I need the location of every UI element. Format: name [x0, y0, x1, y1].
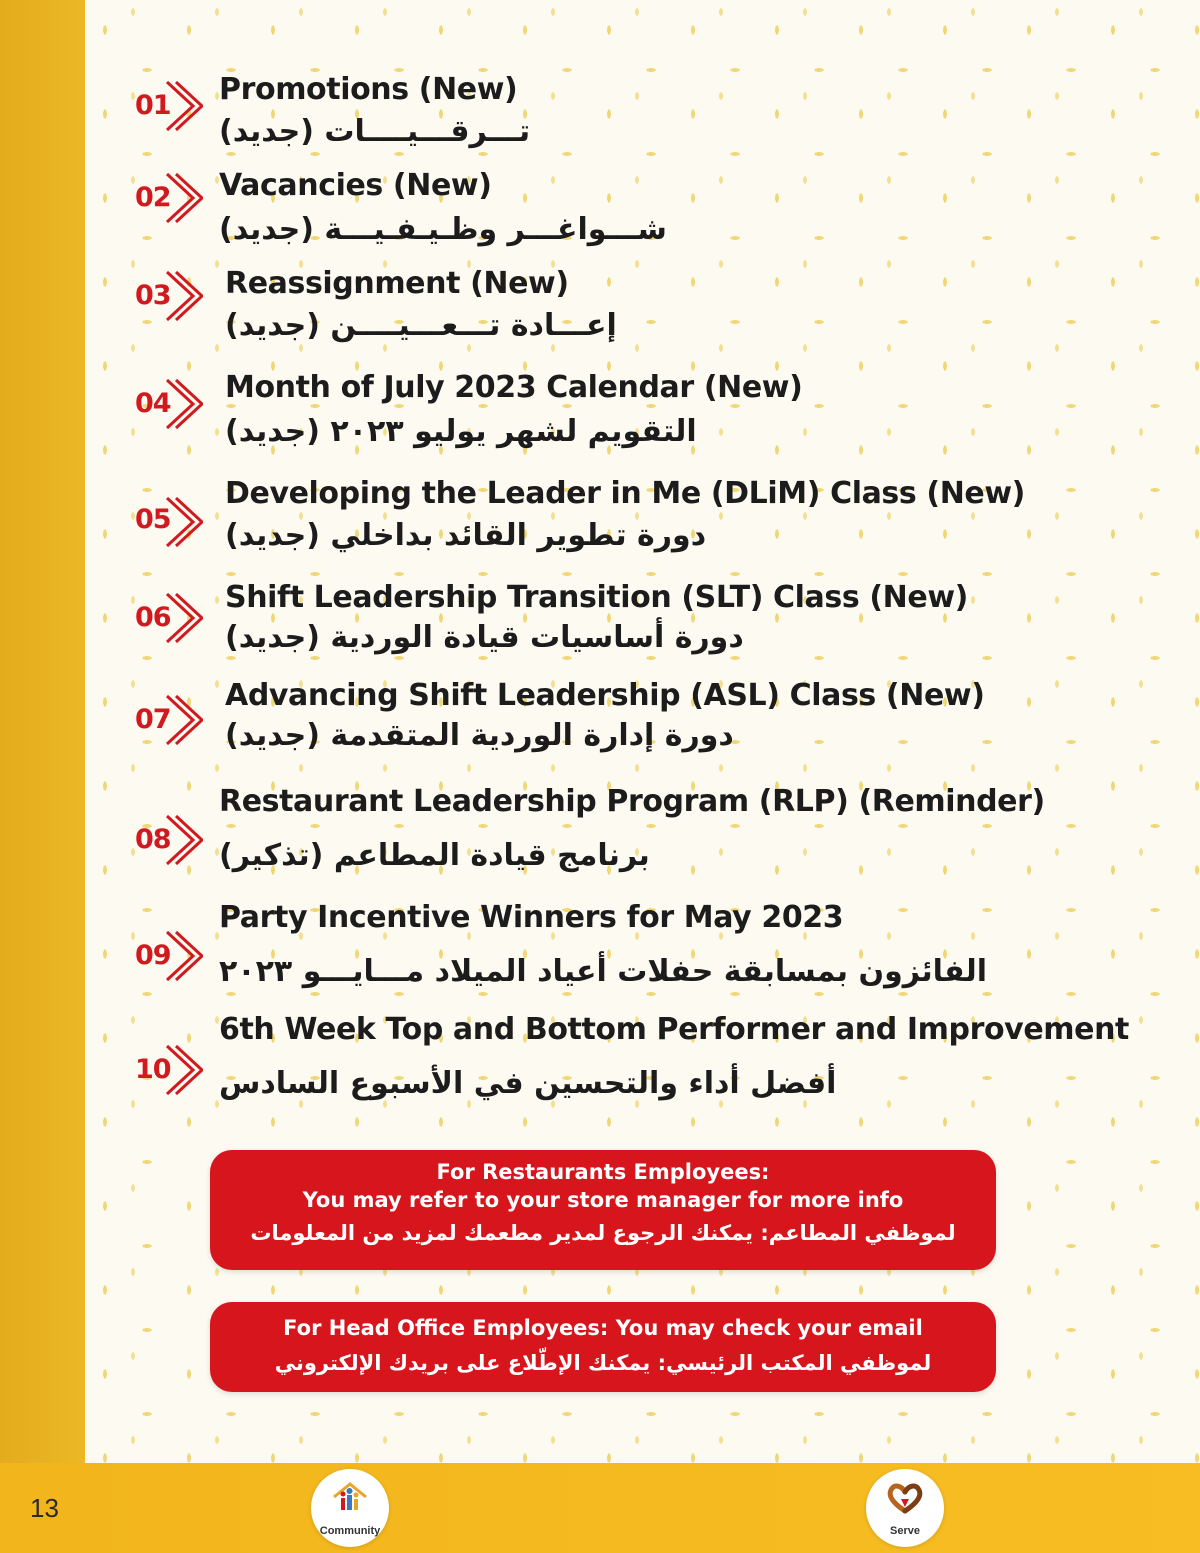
list-item	[85, 166, 1200, 266]
item-title-en: Promotions (New)	[219, 72, 518, 107]
item-title-en: Advancing Shift Leadership (ASL) Class (New)	[225, 678, 985, 713]
restaurants-notice-text: You may refer to your store manager for more info	[302, 1188, 904, 1212]
community-badge	[311, 1469, 389, 1547]
item-title-en: Restaurant Leadership Program (RLP) (Reminder)	[219, 784, 1045, 819]
serve-label: Serve	[890, 1525, 920, 1537]
list-item	[85, 1012, 1200, 1112]
list-item	[85, 676, 1200, 776]
item-title-ar: دورة أساسيات قيادة الوردية (جديد)	[225, 620, 744, 655]
item-number: 05	[135, 504, 171, 535]
item-title-ar: التقويم لشهر يوليو ٢٠٢٣ (جديد)	[225, 414, 697, 449]
chevron-right-icon	[163, 494, 203, 550]
item-number: 08	[135, 824, 171, 855]
chevron-right-icon	[163, 928, 203, 984]
restaurants-notice-box	[210, 1150, 996, 1270]
item-title-ar: دورة تطوير القائد بداخلي (جديد)	[225, 518, 707, 553]
page-number: 13	[30, 1493, 59, 1523]
item-title-en: Reassignment (New)	[225, 266, 569, 301]
item-number: 02	[135, 182, 171, 213]
item-title-ar: إعـــادة تـــعـــيــــن (جديد)	[225, 308, 617, 343]
list-item	[85, 900, 1200, 1000]
item-number: 10	[135, 1054, 171, 1085]
item-number: 01	[135, 90, 171, 121]
item-title-en: Shift Leadership Transition (SLT) Class (New)	[225, 580, 968, 615]
item-title-en: Month of July 2023 Calendar (New)	[225, 370, 803, 405]
chevron-right-icon	[163, 268, 203, 324]
item-number: 09	[135, 940, 171, 971]
item-number: 03	[135, 280, 171, 311]
item-title-ar: أفضل أداء والتحسين في الأسبوع السادس	[219, 1066, 837, 1101]
office-notice-text: For Head Office Employees: You may check your email	[283, 1316, 923, 1340]
restaurants-notice-text-ar: لموظفي المطاعم: يمكنك الرجوع لمدير مطعمك لمزيد من المعلومات	[250, 1221, 956, 1245]
list-item	[85, 578, 1200, 678]
item-title-ar: الفائزون بمسابقة حفلات أعياد الميلاد مـــايـــو ٢٠٢٣	[219, 954, 988, 989]
item-title-ar: دورة إدارة الوردية المتقدمة (جديد)	[225, 718, 734, 753]
item-title-en: Vacancies (New)	[219, 168, 492, 203]
list-item	[85, 70, 1200, 170]
item-title-ar: شـــواغـــر وظـيـفـيـــة (جديد)	[219, 212, 667, 247]
footer-bar	[0, 1463, 1200, 1553]
office-notice-box	[210, 1302, 996, 1392]
list-item	[85, 264, 1200, 364]
item-title-en: Developing the Leader in Me (DLiM) Class (New)	[225, 476, 1025, 511]
heart-hands-icon	[885, 1481, 925, 1515]
item-title-ar: تـــرقـــيــــات (جديد)	[219, 114, 531, 149]
item-title-en: Party Incentive Winners for May 2023	[219, 900, 844, 935]
list-item	[85, 368, 1200, 468]
list-item	[85, 784, 1200, 884]
community-label: Community	[319, 1525, 381, 1537]
chevron-right-icon	[163, 692, 203, 748]
chevron-right-icon	[163, 1042, 203, 1098]
item-title-ar: برنامج قيادة المطاعم (تذكير)	[219, 838, 650, 873]
page-content	[85, 0, 1200, 1463]
item-number: 07	[135, 704, 171, 735]
chevron-right-icon	[163, 376, 203, 432]
serve-badge	[866, 1469, 944, 1547]
item-number: 04	[135, 388, 171, 419]
item-number: 06	[135, 602, 171, 633]
chevron-right-icon	[163, 78, 203, 134]
chevron-right-icon	[163, 590, 203, 646]
item-title-en: 6th Week Top and Bottom Performer and Improvement	[219, 1012, 1129, 1047]
chevron-right-icon	[163, 812, 203, 868]
left-sidebar-strip	[0, 0, 85, 1463]
list-item	[85, 474, 1200, 574]
chevron-right-icon	[163, 170, 203, 226]
house-family-icon	[330, 1481, 370, 1515]
office-notice-text-ar: لموظفي المكتب الرئيسي: يمكنك الإطّلاع على بريدك الإلكتروني	[274, 1351, 932, 1375]
restaurants-notice-title: For Restaurants Employees:	[436, 1160, 770, 1184]
